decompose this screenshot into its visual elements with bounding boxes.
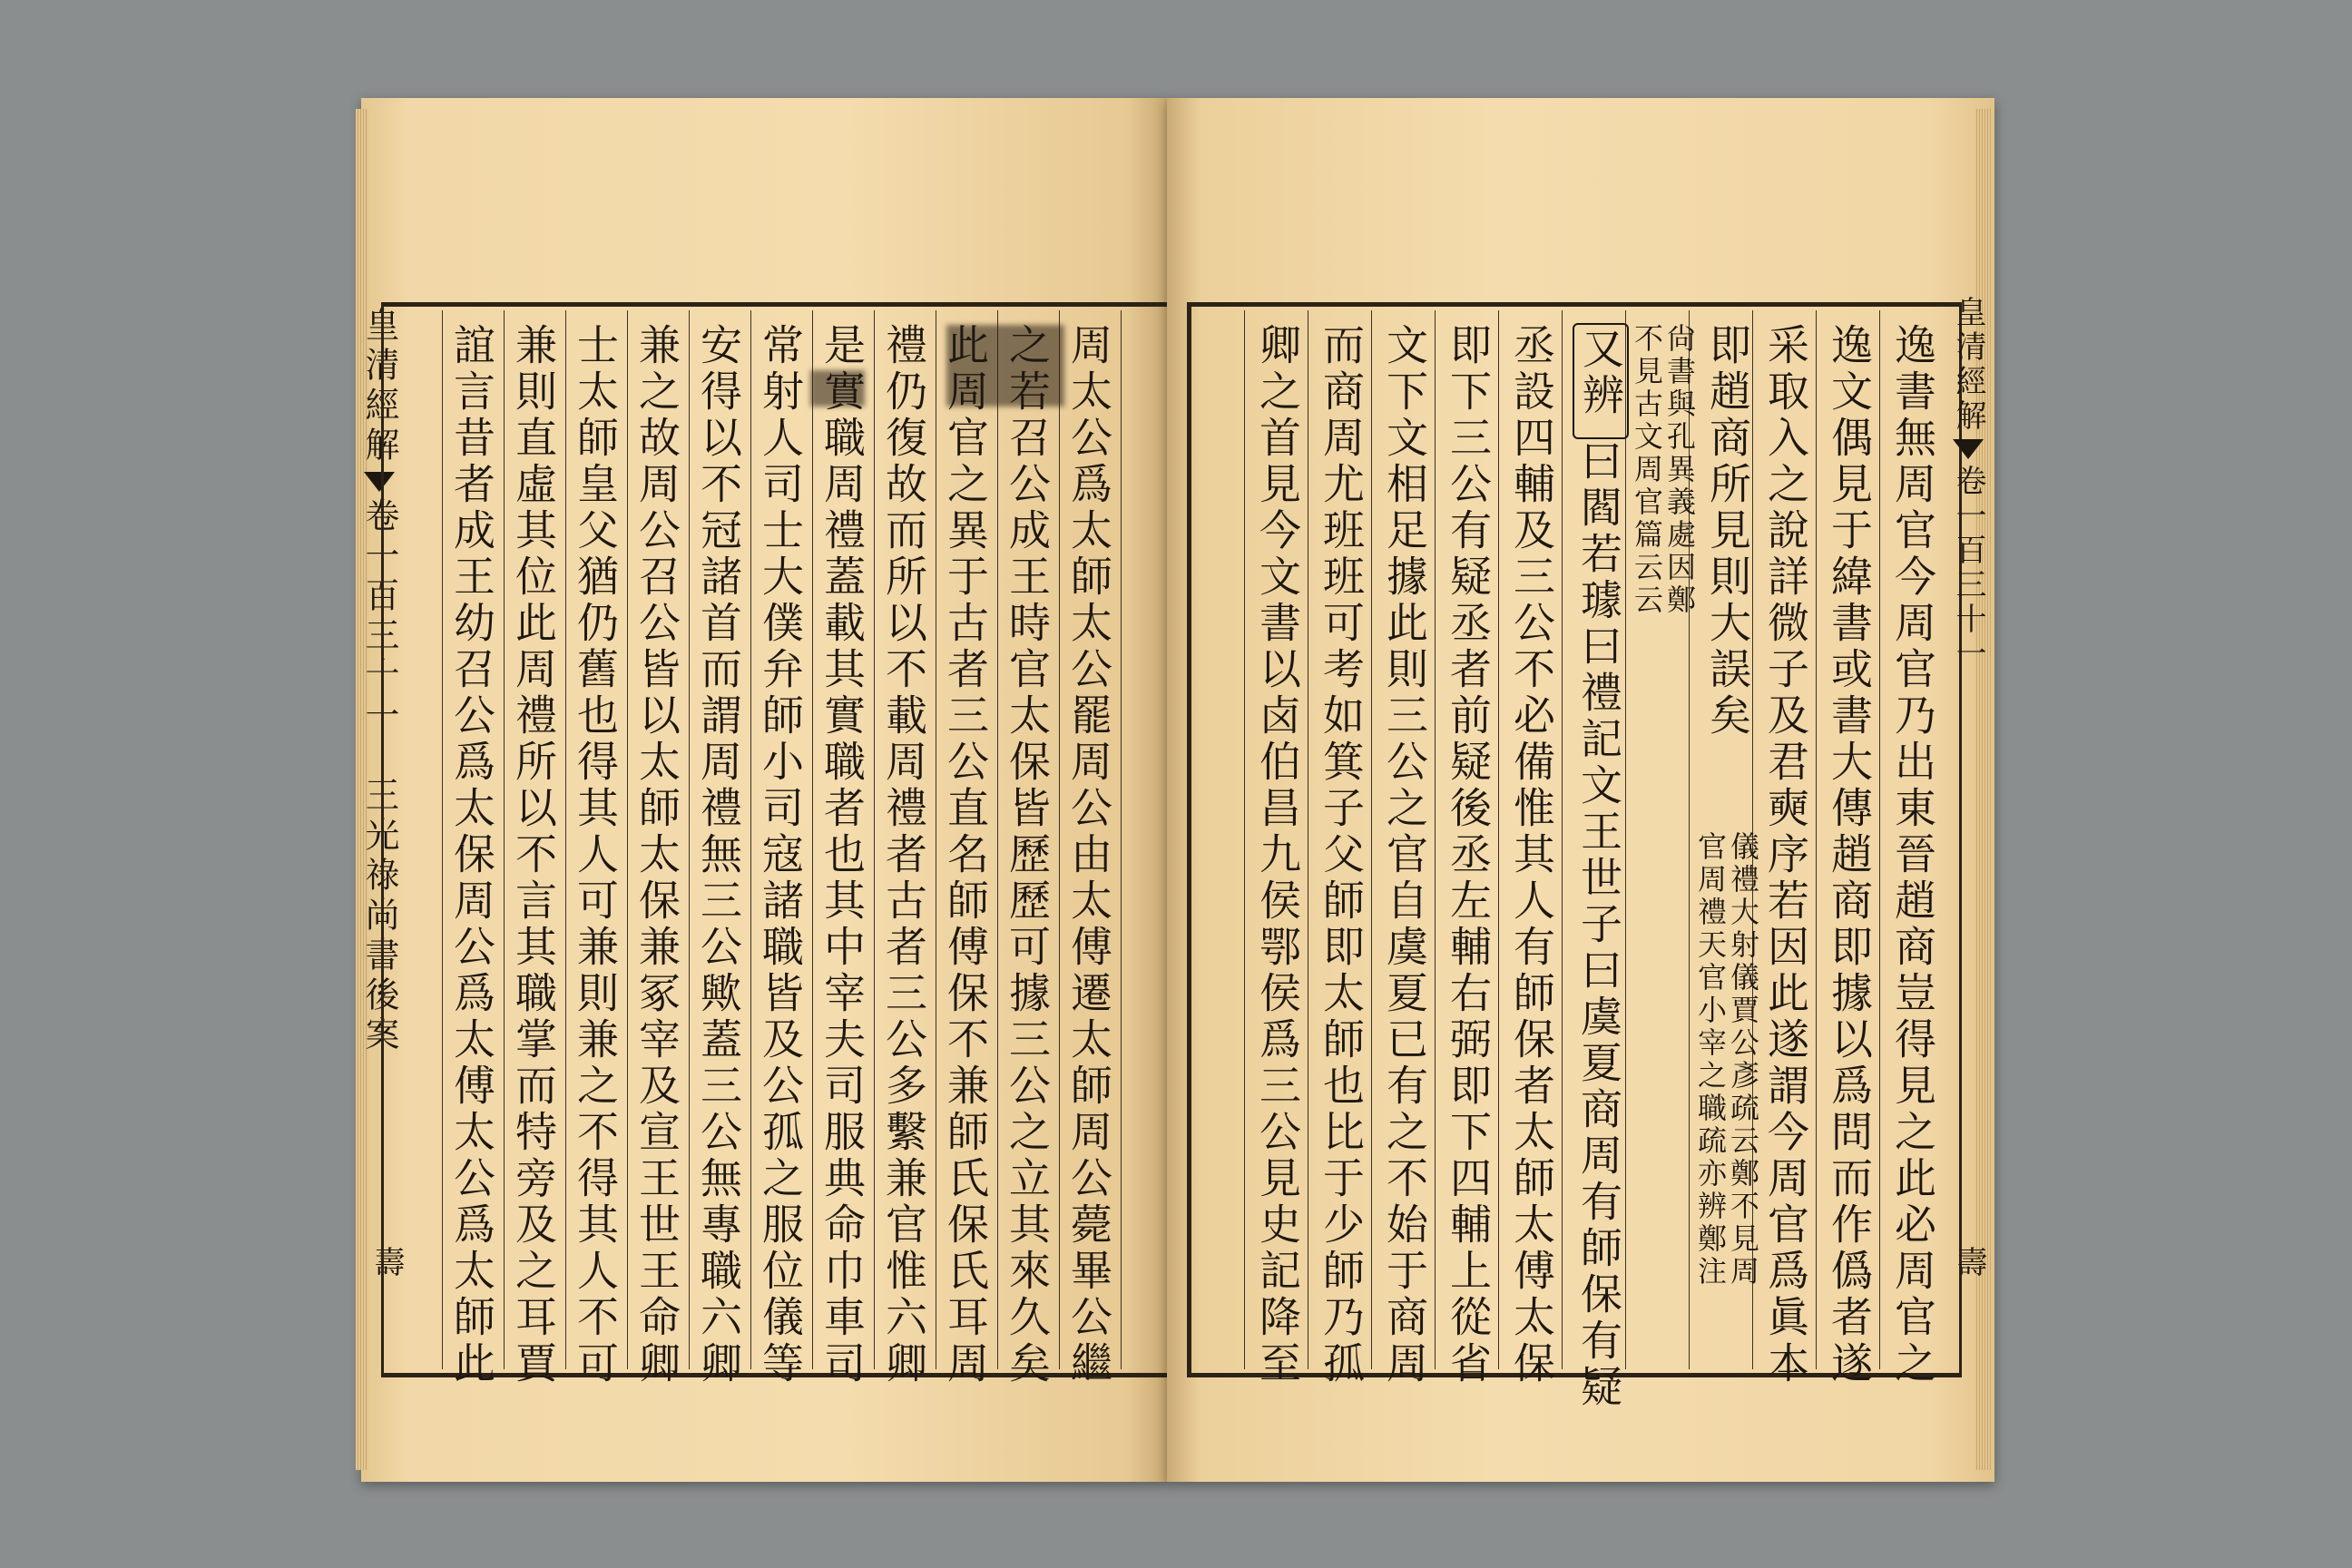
bian-column: [1569, 323, 1629, 1411]
text-column: 文下文相足據此則三公之官自虞夏已有之不始于商周: [1380, 323, 1429, 1387]
margin-title: 皇清經解: [359, 307, 399, 466]
right-page: [1167, 98, 1994, 1482]
column-rule: [1562, 310, 1563, 1369]
right-margin-title: [1950, 296, 1991, 671]
bian-label: 又辨: [1573, 323, 1629, 439]
text-column: 而商周尤班班可考如箕子父師即太師也比于少師乃孤: [1317, 323, 1366, 1387]
left-page: [361, 98, 1167, 1482]
text-column: 丞設四輔及三公不必備惟其人有師保者太師太傅太保: [1507, 323, 1556, 1387]
annotation-note: 官周禮天官小宰之職疏亦辨鄭注: [1693, 831, 1728, 1289]
text-column: 卿之首見今文書以卤伯昌九侯鄂侯爲三公見史記降至: [1253, 323, 1302, 1387]
column-rule: [874, 310, 875, 1369]
annotation-note: 尙書與孔異義處因鄭: [1662, 323, 1697, 617]
note-column: [1630, 323, 1697, 958]
text-column: 此周官之異于古者三公直名師傅保不兼師氏保氏耳周: [941, 323, 990, 1387]
text-column: 逸文偶見于緯書或書大傳趙商即據以爲問而作僞者遂: [1825, 323, 1874, 1387]
column-rule: [1244, 310, 1245, 1369]
left-text-frame: [381, 302, 1171, 1387]
text-column: 常射人司士大僕弁師小司寇諸職皆及公孤之服位儀等: [756, 323, 805, 1387]
text-column: 逸書無周官今周官乃出東晉趙商豈得見之此必周官之: [1888, 323, 1937, 1387]
margin-title: 皇清經解: [1950, 296, 1986, 434]
margin-volume: 卷一百三十一: [1950, 465, 1986, 671]
text-column: 士太師皇父猶仍舊也得其人可兼則兼之不得其人不可: [571, 323, 620, 1387]
text-column: 兼之故周公召公皆以太師太保兼冢宰及宣王世王命卿: [632, 323, 681, 1387]
text-column: 兼則直虛其位此周禮所以不言其職掌而特旁及之耳賈: [509, 323, 558, 1387]
text-column: 周太公爲太師太公罷周公由太傅遷太師周公薨畢公繼: [1064, 323, 1113, 1387]
text-column: 曰閻若璩曰禮記文王世子曰虞夏商周有師保有疑: [1574, 439, 1623, 1411]
margin-volume: 卷一百三十一: [359, 497, 399, 737]
mixed-column: [1693, 323, 1760, 1367]
right-folio-number: 壽: [1951, 1246, 1987, 1277]
column-rule: [1435, 310, 1436, 1369]
column-rule: [1879, 310, 1880, 1369]
main-text: 即趙商所見則大誤矣: [1703, 323, 1752, 740]
text-column: 誼言昔者成王幼召公爲太保周公爲太傅太公爲太師此: [447, 323, 496, 1387]
text-column: 禮仍復故而所以不載周禮者古者三公多繫兼官惟六卿: [879, 323, 928, 1387]
column-rule: [812, 310, 813, 1369]
column-rule: [750, 310, 751, 1369]
column-rule: [689, 310, 690, 1369]
column-rule: [1059, 310, 1060, 1369]
margin-work: 王光祿尚書後案: [359, 777, 399, 1056]
column-rule: [1816, 310, 1817, 1369]
text-column: 安得以不冠諸首而謂周禮無三公歟蓋三公無專職六卿: [694, 323, 743, 1387]
text-column: 是實職周禮蓋載其實職者也其中宰夫司服典命巾車司: [818, 323, 867, 1387]
column-rule: [565, 310, 566, 1369]
fish-tail-mark: [1953, 439, 1984, 459]
annotation-note: 不見古文周官篇云云: [1630, 323, 1664, 617]
text-column: 采取入之說詳微子及君奭序若因此遂謂今周官爲眞本: [1761, 323, 1810, 1387]
left-folio-number: 壽: [368, 1246, 405, 1277]
text-column: 之若召公成王時官太保皆歷歷可據三公之立其來久矣: [1003, 323, 1052, 1387]
column-rule: [627, 310, 628, 1369]
open-book: [361, 98, 1994, 1482]
column-rule: [1371, 310, 1372, 1369]
annotation-note: 儀禮大射儀賈公彥疏云鄭不見周: [1726, 831, 1760, 1289]
right-text-frame: [1187, 302, 1962, 1411]
text-column: 即下三公有疑丞者前疑後丞左輔右弼即下四輔上從省: [1444, 323, 1493, 1387]
column-rule: [1121, 310, 1122, 1369]
column-rule: [1498, 310, 1499, 1369]
column-rule: [504, 310, 505, 1369]
column-rule: [997, 310, 998, 1369]
column-rule: [442, 310, 443, 1369]
